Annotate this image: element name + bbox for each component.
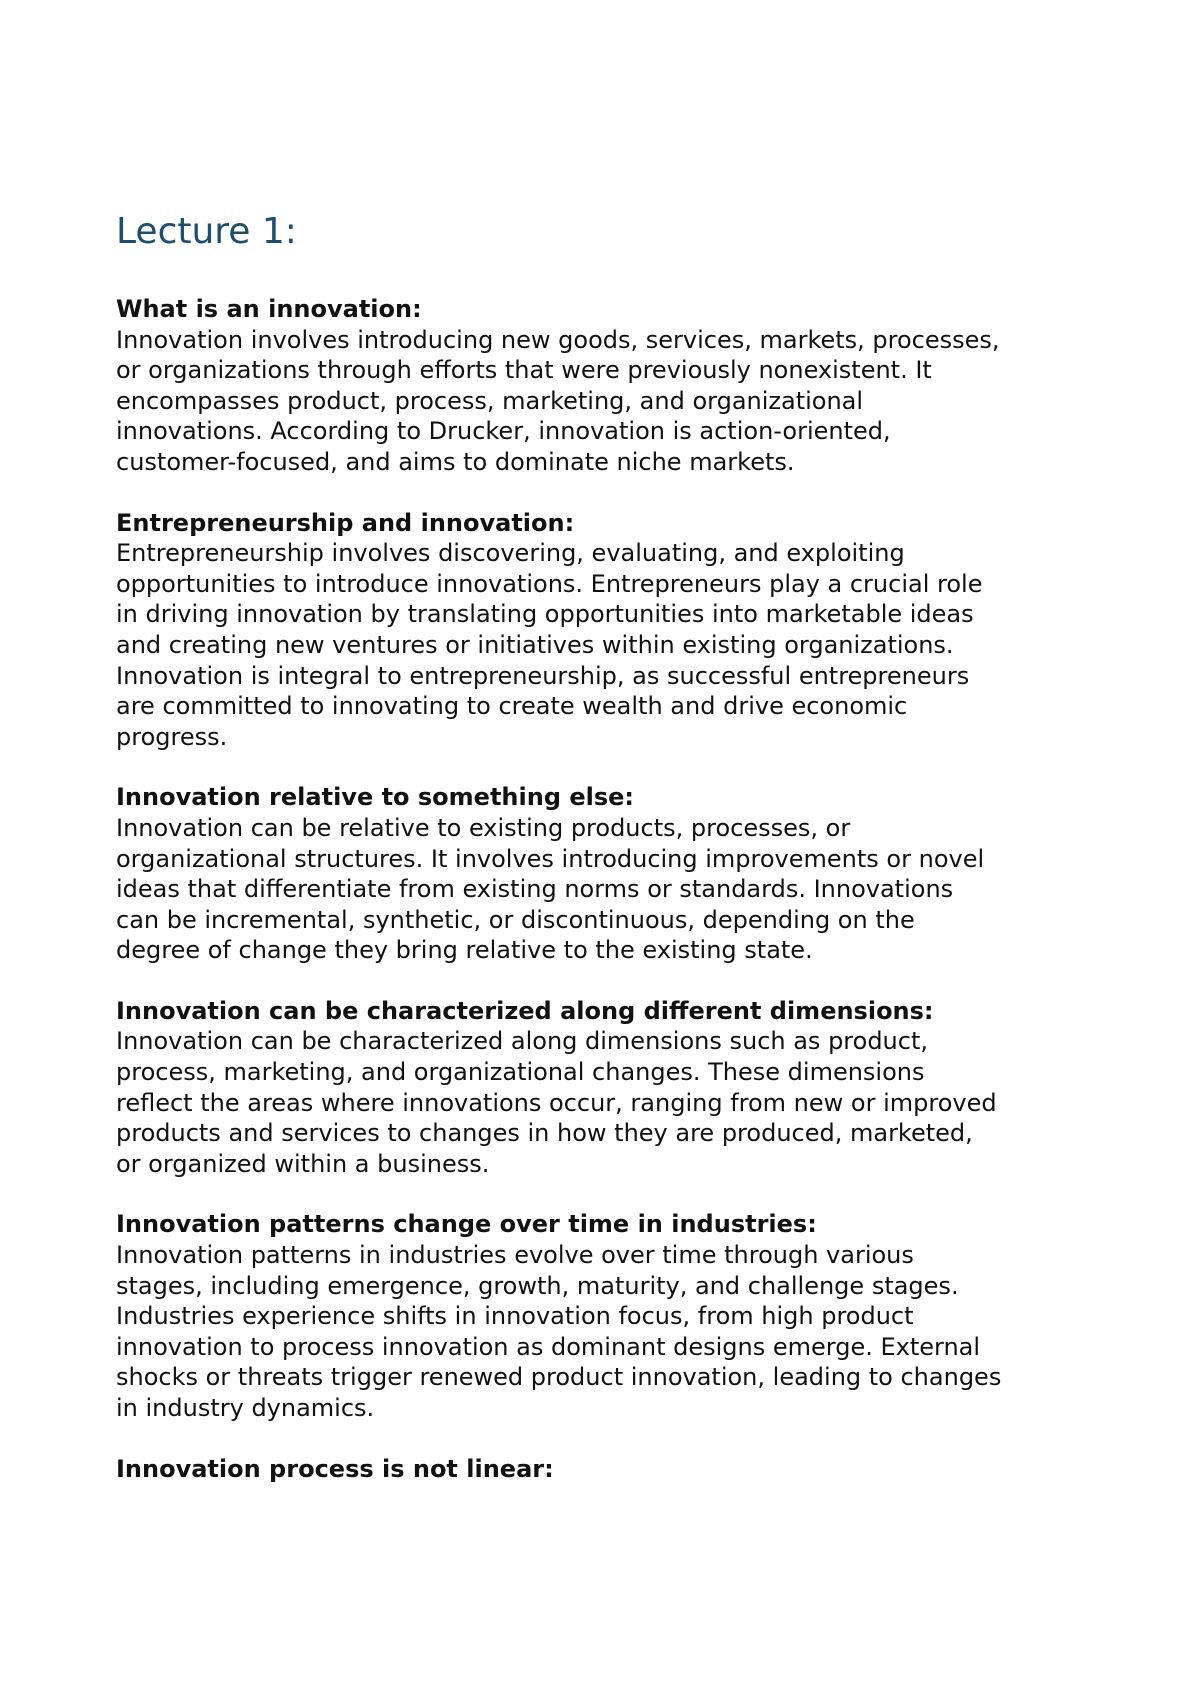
body-line: progress. xyxy=(116,722,228,751)
document-page xyxy=(116,208,1116,1514)
section-body xyxy=(116,1026,1116,1179)
body-line: stages, including emergence, growth, maturity, and challenge stages. xyxy=(116,1271,959,1300)
section-heading: What is an innovation: xyxy=(116,295,422,323)
section-body xyxy=(116,813,1116,966)
body-line: innovation to process innovation as dominant designs emerge. External xyxy=(116,1332,981,1361)
body-line: process, marketing, and organizational changes. These dimensions xyxy=(116,1058,925,1087)
body-line: and creating new ventures or initiatives within existing organizations. xyxy=(116,630,954,659)
section xyxy=(116,1209,1116,1423)
body-line: in driving innovation by translating opportunities into marketable ideas xyxy=(116,600,974,629)
section xyxy=(116,996,1116,1180)
page-title: Lecture 1: xyxy=(116,211,297,252)
body-line: Innovation can be relative to existing products, processes, or xyxy=(116,813,851,842)
body-line: are committed to innovating to create wealth and drive economic xyxy=(116,692,908,721)
body-line: in industry dynamics. xyxy=(116,1394,375,1422)
section-heading: Innovation relative to something else: xyxy=(116,783,635,812)
section-heading: Innovation can be characterized along different dimensions: xyxy=(116,996,934,1025)
section-body xyxy=(116,325,1116,478)
body-line: degree of change they bring relative to the existing state. xyxy=(116,936,813,965)
section-heading: Innovation patterns change over time in industries: xyxy=(116,1210,817,1239)
body-line: encompasses product, process, marketing, and organizational xyxy=(116,386,864,415)
section xyxy=(116,782,1116,966)
body-line: customer-focused, and aims to dominate niche markets. xyxy=(116,447,795,476)
body-line: or organizations through efforts that were previously nonexistent. It xyxy=(116,356,932,385)
section-heading: Entrepreneurship and innovation: xyxy=(116,508,575,537)
body-line: reflect the areas where innovations occur, ranging from new or improved xyxy=(116,1088,997,1117)
body-line: can be incremental, synthetic, or discontinuous, depending on the xyxy=(116,905,915,934)
body-line: Industries experience shifts in innovation focus, from high product xyxy=(116,1302,914,1331)
body-line: ideas that differentiate from existing norms or standards. Innovations xyxy=(116,875,954,904)
body-line: opportunities to introduce innovations. Entrepreneurs play a crucial role xyxy=(116,569,983,598)
body-line: or organized within a business. xyxy=(116,1149,490,1178)
section xyxy=(116,294,1116,478)
section xyxy=(116,508,1116,753)
body-line: organizational structures. It involves introducing improvements or novel xyxy=(116,844,985,873)
body-line: Innovation involves introducing new goods, services, markets, processes, xyxy=(116,325,1000,354)
section-body xyxy=(116,538,1116,752)
sections-container xyxy=(116,294,1116,1484)
section xyxy=(116,1454,1116,1485)
body-line: Innovation can be characterized along dimensions such as product, xyxy=(116,1027,929,1056)
body-line: Entrepreneurship involves discovering, evaluating, and exploiting xyxy=(116,539,905,568)
body-line: Innovation patterns in industries evolve over time through various xyxy=(116,1241,914,1270)
body-line: Innovation is integral to entrepreneurship, as successful entrepreneurs xyxy=(116,661,970,690)
section-heading: Innovation process is not linear: xyxy=(116,1454,554,1483)
body-line: innovations. According to Drucker, innovation is action-oriented, xyxy=(116,417,891,446)
section-body xyxy=(116,1240,1116,1424)
body-line: products and services to changes in how they are produced, marketed, xyxy=(116,1119,973,1148)
body-line: shocks or threats trigger renewed product innovation, leading to changes xyxy=(116,1363,1002,1392)
